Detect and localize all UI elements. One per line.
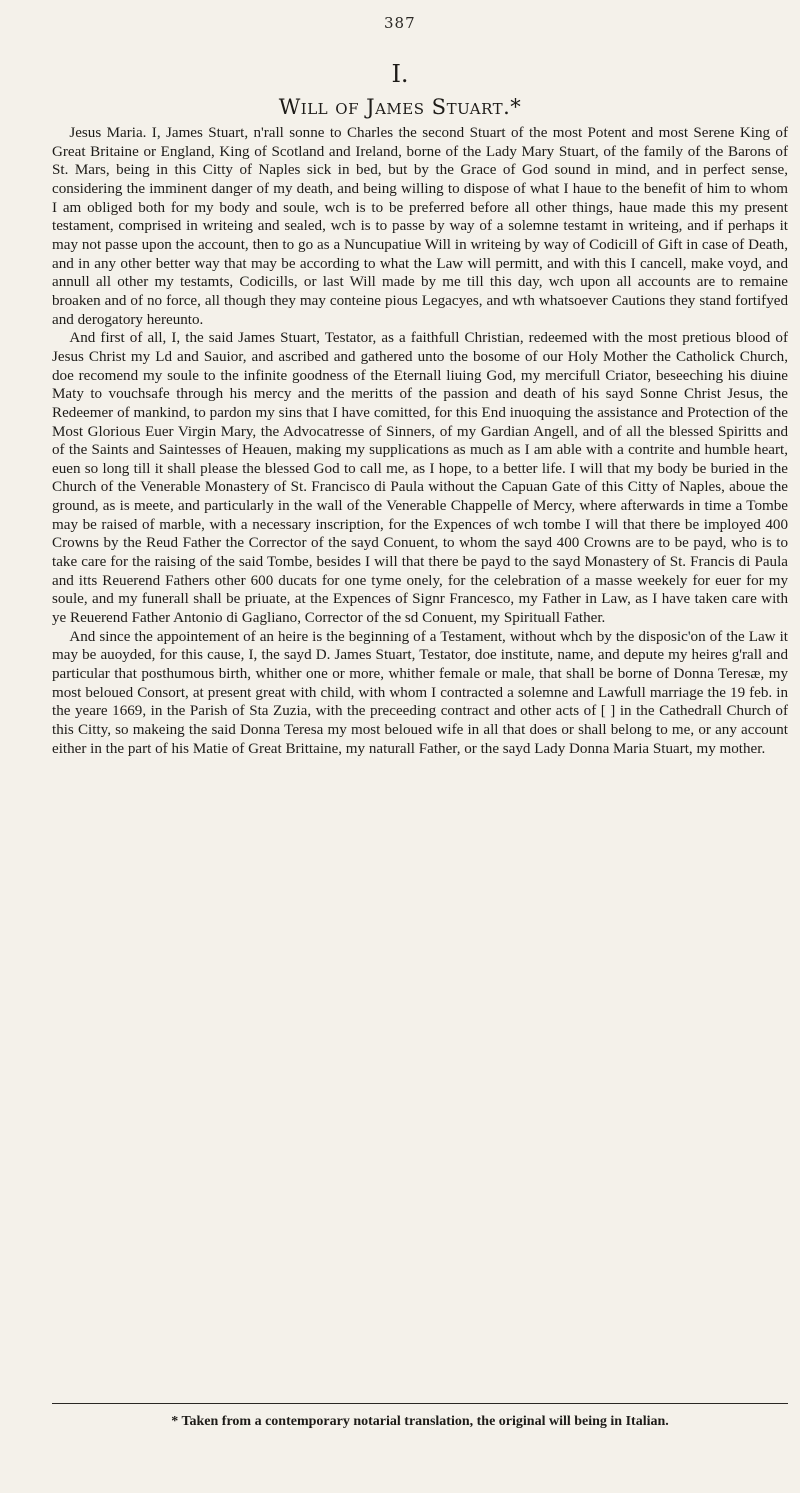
paragraph-soul-and-burial: And first of all, I, the said James Stuart, Testator, as a faithfull Christian, redeemed with the most pretious blood of Jesus Christ my Ld and Sauior, and ascribed and gathered unto the bosome of our Holy Mother the Catholick Church, doe recomend my soule to the infinite goodness of the Eternall liuing God, my mercifull Criator, beseeching his diuine Maty to vouchsafe through his mercy and the meritts of the passion and death of his sayd Sonne Christ Jesus, the Redeemer of mankind, to pardon my sins that I have comitted, for this End inuoquing the assistance and Protection of the Most Glorious Euer Virgin Mary, the Advocatresse of Sinners, of my Gardian Angell, and of all the blessed Spiritts and of the Saints and Saintesses of Heauen, making my supplications as much as I am able with a contrite and humble heart, euen so long till it shall please the blessed God to call me, as I hope, to a better life. I will that my body be buried in the Church of the Venerable Monastery of St. Francisco di Paula without the Capuan Gate of this Citty of Naples, aboue the ground, as is meete, and particularly in the wall of the Venerable Chappelle of Mercy, where afterwards in time a Tombe may be raised of marble, with a necessary inscription, for the Expences of wch tombe I will that there be imployed 400 Crowns by the Reud Father the Corrector of the sayd Conuent, to whom the sayd 400 Crowns are to be payd, who is to take care for the raising of the said Tombe, besides I will that there be payd to the sayd Monastery of St. Francis di Paula and itts Reuerend Fathers other 600 ducats for one tyme onely, for the celebration of a masse weekely for euer for my soule, and my funerall shall be priuate, at the Expences of Signr Francesco, my Father in Law, as I have taken care with ye Reuerend Father Antonio di Gagliano, Corrector of the sd Conuent, my Spirituall Father.: [52, 330, 788, 627]
paragraph-preamble: Jesus Maria. I, James Stuart, n'rall sonne to Charles the second Stuart of the most Potent and most Serene King of Great Britaine or England, King of Scotland and Ireland, borne of the Lady Mary Stuart, of the family of the Barons of St. Mars, being in this Citty of Naples sick in bed, but by the Grace of God sound in mind, and in perfect sense, considering the imminent danger of my death, and being willing to dispose of what I haue to the benefit of him to whom I am obliged both for my body and soule, wch is to be preferred before all other things, haue made this my present testament, comprised in writeing and sealed, wch is to passe by way of a solemne testamt in writeing, and if perhaps it may not passe upon the account, then to go as a Nuncupatiue Will in writeing by way of Codicill of Gift in case of Death, and in any other better way that may be according to what the Law will permitt, and with this I cancell, make voyd, and annull all other my testamts, Codicills, or last Will made by me till this day, wch upon all accounts are to remaine broaken and of no force, all though they may conteine pious Legacyes, and wth whatsoever Cautions they stand fortifyed and derogatory hereunto.: [52, 125, 788, 328]
section-number: I.: [391, 60, 409, 88]
document-title: Will of James Stuart.*: [278, 95, 522, 119]
will-body: [52, 124, 788, 758]
footnote: * Taken from a contemporary notarial translation, the original will being in Italian.: [171, 1414, 669, 1429]
paragraph-heirs: And since the appointement of an heire is the beginning of a Testament, without whch by the disposic'on of the Law it may be auoyded, for this cause, I, the sayd D. James Stuart, Testator, doe institute, name, and depute my heires g'rall and particular that posthumous birth, whither one or more, whither female or male, that shall be borne of Donna Teresæ, my most beloued Consort, at present great with child, with whom I contracted a solemne and Lawfull marriage the 19 feb. in the yeare 1669, in the Parish of Sta Zuzia, with the preceeding contract and other acts of [ ] in the Cathedrall Church of this Citty, so makeing the said Donna Teresa my most beloued wife in all that does or shall belong to me, or any account either in the part of his Matie of Great Brittaine, my naturall Father, or the sayd Lady Donna Maria Stuart, my mother.: [52, 628, 788, 757]
footnote-divider: [52, 1403, 788, 1404]
page-number-mark: 387: [384, 14, 416, 32]
